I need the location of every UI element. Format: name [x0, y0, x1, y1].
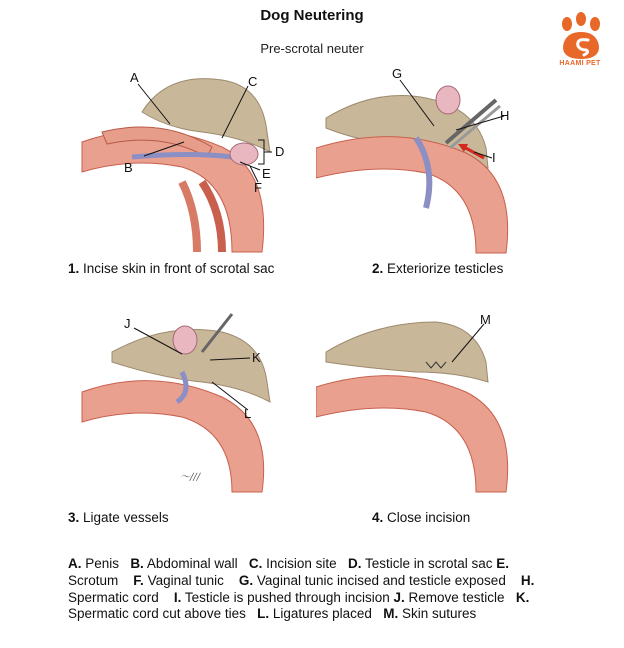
label-k: K [252, 350, 261, 365]
page-subtitle: Pre-scrotal neuter [260, 41, 364, 56]
panel-4-illustration [316, 302, 566, 512]
label-c: C [248, 74, 258, 89]
label-e: E [262, 166, 271, 181]
label-a: A [130, 70, 139, 85]
caption-4: 4. Close incision [372, 510, 471, 525]
label-g: G [392, 66, 403, 81]
label-l: L [244, 406, 252, 421]
label-f: F [254, 180, 262, 195]
page-title: Dog Neutering [260, 7, 364, 24]
label-b: B [124, 160, 133, 175]
artist-signature: 〜∕∕∕ [180, 472, 201, 483]
caption-2: 2. Exteriorize testicles [372, 261, 504, 276]
caption-1: 1. Incise skin in front of scrotal sac [68, 261, 275, 276]
label-i: I [492, 150, 496, 165]
panel-1-illustration [72, 62, 322, 272]
panel-2-illustration [316, 58, 566, 268]
label-d: D [275, 144, 285, 159]
label-j: J [124, 316, 131, 331]
legend: A. Penis B. Abdominal wall C. Incision site D. Testicle in scrotal sac E. Scrotum F. Vaginal tunic G. Vaginal tunic incised and testicle exposed H. Spermatic cord I. Testicle is pushed through incision J. Remove testicle K. Spermatic cord cut above ties L. Ligatures placed M. Skin sutures [68, 556, 535, 622]
label-h: H [500, 108, 510, 123]
caption-3: 3. Ligate vessels [68, 510, 169, 525]
label-m: M [480, 312, 491, 327]
logo-text: HAAMI PET [559, 60, 601, 67]
